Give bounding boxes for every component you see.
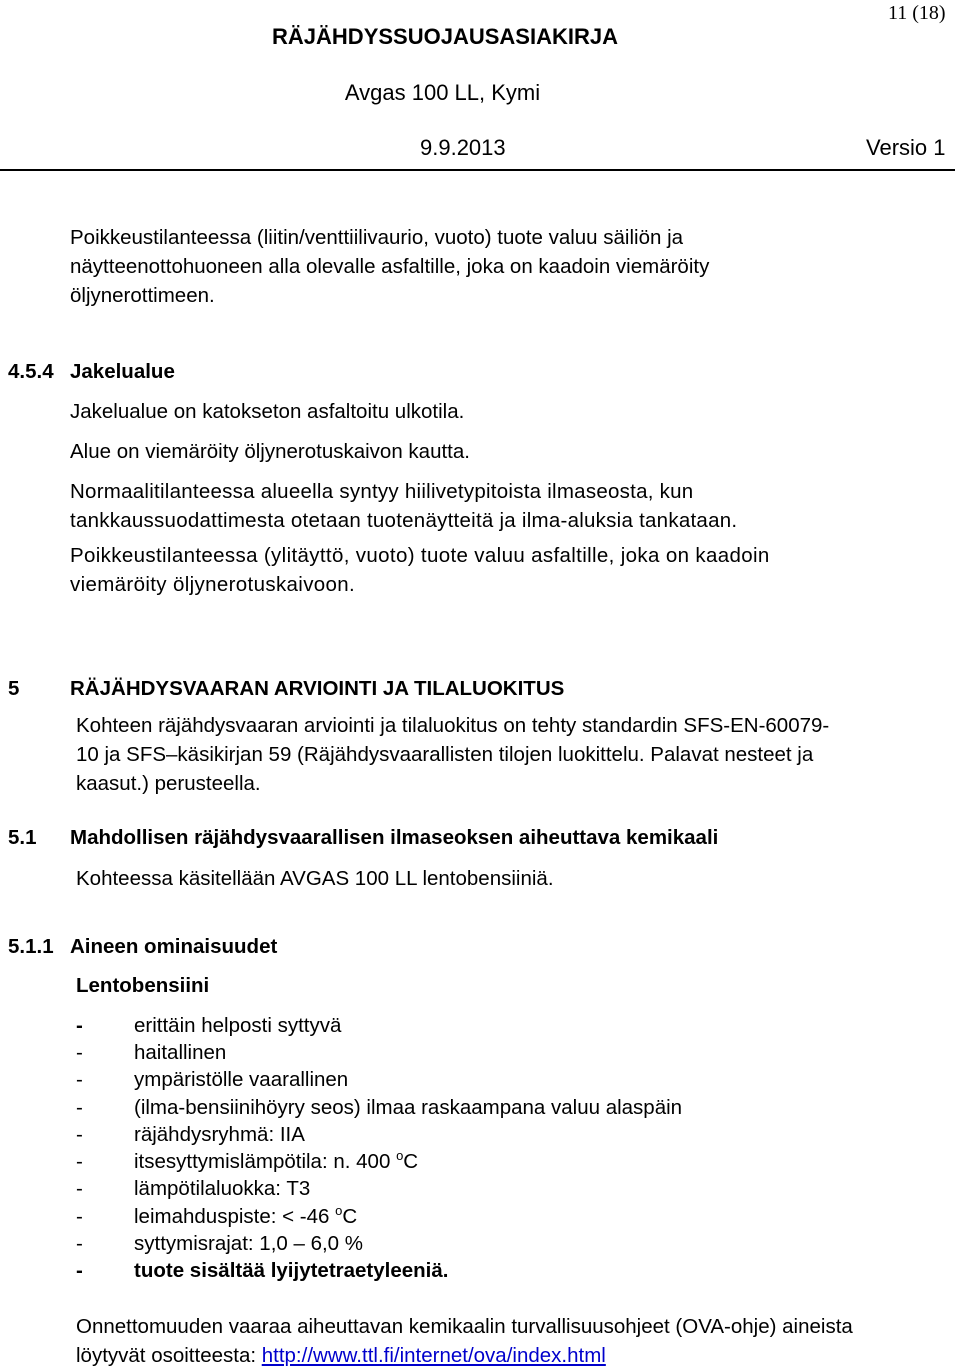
list-item-text: haitallinen: [134, 1041, 227, 1064]
list-item-text: räjähdysryhmä: IIA: [134, 1123, 305, 1146]
document-subtitle: Avgas 100 LL, Kymi: [344, 80, 541, 105]
section-454-line2: Alue on viemäröity öljynerotuskaivon kautta.: [70, 440, 470, 463]
section-5-paragraph: Kohteen räjähdysvaaran arviointi ja tilaluokitus on tehty standardin SFS-EN-60079- 10 ja SFS–käsikirjan 59 (Räjähdysvaarallisten tilojen luokittelu. Palavat nesteet ja kaasut.) perusteella.: [76, 714, 830, 795]
ova-reference-paragraph: Onnettomuuden vaaraa aiheuttavan kemikaalin turvallisuusohjeet (OVA-ohje) aineista löytyvät osoitteesta: http://www.ttl.fi/internet/ova/index.html: [76, 1315, 853, 1367]
document-title: RÄJÄHDYSSUOJAUSASIAKIRJA: [272, 24, 618, 49]
list-item-text: leimahduspiste: < -46 $^o$C: [134, 1203, 358, 1228]
section-454-para1: Normaalitilanteessa alueella syntyy hiilivetypitoista ilmaseosta, kun tankkaussuodattimesta otetaan tuotenäytteitä ja ilma-aluksia tankataan.: [70, 480, 738, 532]
degree-sign: o: [335, 1203, 343, 1218]
section-454-para2: Poikkeustilanteessa (ylitäyttö, vuoto) tuote valuu asfaltille, joka on kaadoin viemäröity öljynerotuskaivoon.: [70, 544, 770, 596]
list-dash: -: [76, 1177, 83, 1200]
section-454-number: 4.5.4: [8, 360, 54, 383]
document-version: Versio 1: [866, 135, 946, 160]
section-511-subtitle: Lentobensiini: [76, 974, 210, 997]
page-number: 11 (18): [888, 2, 946, 24]
list-dash: -: [76, 1232, 83, 1255]
intro-paragraph: Poikkeustilanteessa (liitin/venttiilivaurio, vuoto) tuote valuu säiliön ja näytteenottohuoneen alla olevalle asfaltille, joka on kaadoin viemäröity öljynerottimeen.: [70, 226, 710, 307]
section-454-title: Jakelualue: [70, 360, 175, 383]
list-dash: -: [76, 1096, 83, 1119]
list-item-text: tuote sisältää lyijytetraetyleeniä.: [134, 1259, 449, 1282]
list-dash: -: [76, 1014, 83, 1037]
list-dash: -: [76, 1205, 83, 1228]
list-item-text: (ilma-bensiinihöyry seos) ilmaa raskaampana valuu alaspäin: [134, 1096, 683, 1119]
section-51-title: Mahdollisen räjähdysvaarallisen ilmaseoksen aiheuttava kemikaali: [70, 826, 719, 849]
list-item-text: erittäin helposti syttyvä: [134, 1014, 342, 1037]
section-454-line1: Jakelualue on katokseton asfaltoitu ulkotila.: [70, 400, 465, 423]
section-5-number: 5: [8, 677, 20, 700]
section-5-title: RÄJÄHDYSVAARAN ARVIOINTI JA TILALUOKITUS: [70, 677, 565, 700]
ova-link[interactable]: http://www.ttl.fi/internet/ova/index.html: [261, 1344, 606, 1367]
list-item-text: ympäristölle vaarallinen: [134, 1068, 349, 1091]
list-item-text: lämpötilaluokka: T3: [134, 1177, 311, 1200]
section-511-title: Aineen ominaisuudet: [70, 935, 278, 958]
list-dash: -: [76, 1259, 83, 1282]
section-51-text: Kohteessa käsitellään AVGAS 100 LL lentobensiiniä.: [76, 867, 554, 890]
list-dash: -: [76, 1041, 83, 1064]
list-dash: -: [76, 1123, 83, 1146]
section-51-number: 5.1: [8, 826, 37, 849]
degree-sign: o: [396, 1148, 404, 1163]
header-divider: [0, 169, 955, 171]
list-dash: -: [76, 1068, 83, 1091]
document-date: 9.9.2013: [420, 135, 506, 160]
list-item-text: syttymisrajat: 1,0 – 6,0 %: [134, 1232, 364, 1255]
list-item-text: itsesyttymislämpötila: n. 400 $^o$C: [134, 1148, 419, 1173]
list-dash: -: [76, 1150, 83, 1173]
section-511-number: 5.1.1: [8, 935, 54, 958]
